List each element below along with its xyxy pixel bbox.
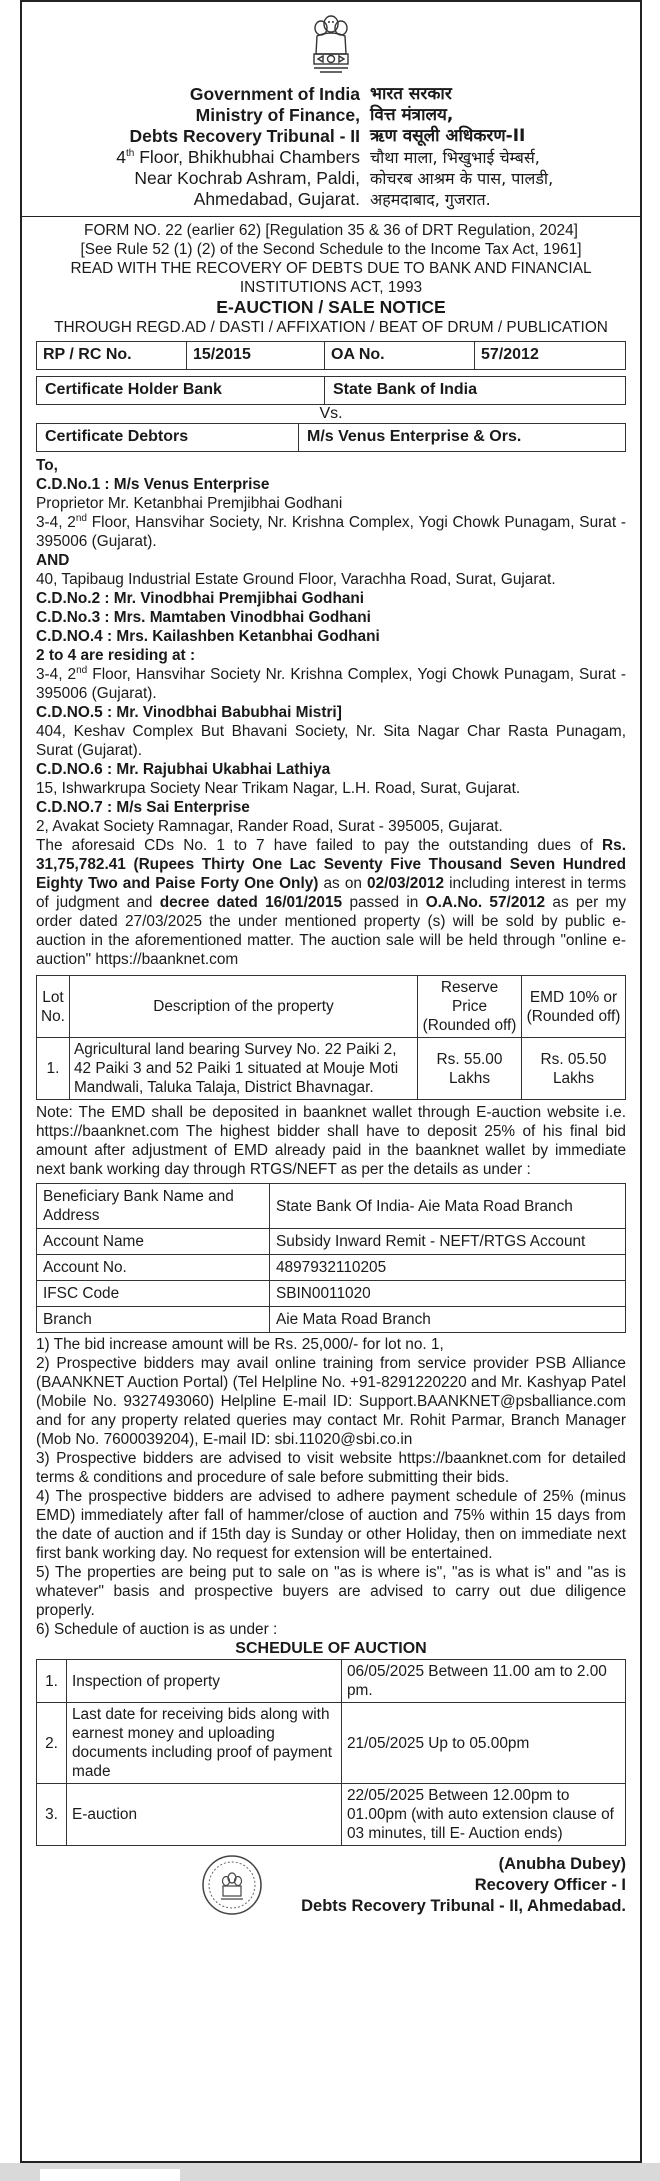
- col-description: Description of the property: [69, 976, 417, 1038]
- form-line-4: INSTITUTIONS ACT, 1993: [239, 279, 423, 296]
- bank-value: 4897932110205: [270, 1255, 626, 1281]
- property-table-header: [37, 976, 626, 1038]
- schedule-when: 22/05/2025 Between 12.00pm to 01.00pm (with auto extension clause of 03 minutes, till E- Auction ends): [342, 1784, 626, 1846]
- address-line-3: Ahmedabad, Gujarat.: [193, 189, 360, 209]
- signatory-name: (Anubha Dubey): [498, 1855, 626, 1873]
- govt-title: Government of India: [189, 84, 360, 104]
- tribunal-title: Debts Recovery Tribunal - II: [129, 126, 360, 146]
- rp-label: RP / RC No.: [37, 342, 187, 370]
- notice-subtitle: THROUGH REGD.AD / DASTI / AFFIXATION / BEAT OF DRUM / PUBLICATION: [54, 319, 608, 336]
- col-lot: Lot No.: [37, 976, 70, 1038]
- debtors-table: [36, 423, 626, 452]
- cd7-name: C.D.NO.7 : M/s Sai Enterprise: [36, 799, 250, 816]
- cd2-name: C.D.No.2 : Mr. Vinodbhai Premjibhai Godhani: [36, 590, 365, 607]
- schedule-when: 06/05/2025 Between 11.00 am to 2.00 pm.: [342, 1660, 626, 1703]
- oa-number: O.A.No. 57/2012: [425, 894, 546, 911]
- holder-table: [36, 376, 626, 405]
- cd7-address: 2, Avakat Society Ramnagar, Rander Road, Surat - 395005, Gujarat.: [36, 818, 503, 835]
- schedule-table: [36, 1659, 626, 1846]
- schedule-no: 2.: [37, 1703, 67, 1784]
- ministry-title: Ministry of Finance,: [195, 105, 360, 125]
- cd1-address: 3-4, 2nd Floor, Hansvihar Society, Nr. Krishna Complex, Yogi Chowk Punagam, Surat - 395006 (Gujarat).: [36, 512, 626, 550]
- cd6-name: C.D.NO.6 : Mr. Rajubhai Ukabhai Lathiya: [36, 761, 331, 778]
- condition-4: 4) The prospective bidders are advised to adhere payment schedule of 25% (minus EMD) immediately after fall of hammer/close of auction and 75% within 15 days from the date of auction and if 15th day is Sunday or other Holiday, then on immediate next first bank working day. No request for extension will be entertained.: [36, 1488, 626, 1562]
- notice-title: E-AUCTION / SALE NOTICE: [216, 297, 446, 317]
- address-line-1: 4th Floor, Bhikhubhai Chambers: [116, 147, 360, 167]
- col-emd: EMD 10% or (Rounded off): [522, 976, 626, 1038]
- schedule-title: SCHEDULE OF AUCTION: [235, 1640, 427, 1657]
- emd-amount: Rs. 05.50 Lakhs: [522, 1038, 626, 1100]
- lot-no: 1.: [37, 1038, 70, 1100]
- address-hindi-3: अहमदाबाद, गुजरात.: [370, 190, 491, 209]
- condition-2: 2) Prospective bidders may avail online training from service provider PSB Alliance (BAANKNET Auction Portal) (Tel Helpline No. +91-8291220220 and Mr. Kashyap Patel (Mobile No. 9327493060) Helpline E-mail ID: Support.BAANKNET@psballiance.com and for any property related queries may contact Mr. Rohit Parmar, Branch Manager (Mob No. 7600039204), E-mail ID: sbi.11020@sbi.co.in: [36, 1355, 626, 1448]
- bank-value: Aie Mata Road Branch: [270, 1307, 626, 1333]
- schedule-event: Inspection of property: [67, 1660, 342, 1703]
- cd1-name: C.D.No.1 : M/s Venus Enterprise: [36, 476, 270, 493]
- signatory-office: Debts Recovery Tribunal - II, Ahmedabad.: [301, 1897, 626, 1915]
- table-row: [37, 1255, 626, 1281]
- reserve-price: Rs. 55.00 Lakhs: [418, 1038, 522, 1100]
- table-row: [37, 1307, 626, 1333]
- table-row: [37, 1281, 626, 1307]
- cd1-proprietor: Proprietor Mr. Ketanbhai Premjibhai Godhani: [36, 495, 343, 512]
- holder-label: Certificate Holder Bank: [37, 377, 325, 405]
- cd5-address: 404, Keshav Complex But Bhavani Society, Nr. Sita Nagar Char Rasta Punagam, Surat (Gujarat).: [36, 723, 626, 759]
- oa-label: OA No.: [325, 342, 475, 370]
- govt-title-hindi: भारत सरकार: [370, 84, 452, 104]
- cd5-name: C.D.NO.5 : Mr. Vinodbhai Babubhai Mistri]: [36, 704, 342, 721]
- bank-details-table: [36, 1183, 626, 1333]
- debtors-label: Certificate Debtors: [37, 424, 299, 452]
- form-line-2: [See Rule 52 (1) (2) of the Second Schedule to the Income Tax Act, 1961]: [80, 241, 582, 258]
- address-hindi-2: कोचरब आश्रम के पास, पालडी,: [370, 169, 554, 188]
- dues-date: 02/03/2012: [367, 875, 445, 892]
- sale-notice: [20, 0, 642, 2163]
- bank-label: Account Name: [37, 1229, 270, 1255]
- conditions: [36, 1335, 626, 1639]
- to-label: To,: [36, 457, 58, 474]
- table-row: [37, 1229, 626, 1255]
- bank-label: Account No.: [37, 1255, 270, 1281]
- condition-5: 5) The properties are being put to sale on "as is where is", "as is what is" and "as is whatever" basis and prospective buyers are advised to carry out due diligence properly.: [36, 1564, 626, 1619]
- form-line-3: READ WITH THE RECOVERY OF DEBTS DUE TO BANK AND FINANCIAL: [70, 260, 592, 277]
- property-table: [36, 975, 626, 1100]
- bank-label: Beneficiary Bank Name and Address: [37, 1184, 270, 1229]
- schedule-when: 21/05/2025 Up to 05.00pm: [342, 1703, 626, 1784]
- condition-6: 6) Schedule of auction is as under :: [36, 1621, 278, 1638]
- form-line-1: FORM NO. 22 (earlier 62) [Regulation 35 & 36 of DRT Regulation, 2024]: [84, 222, 578, 239]
- header-english: [36, 84, 366, 210]
- rp-value: 15/2015: [187, 342, 325, 370]
- cd3-name: C.D.No.3 : Mrs. Mamtaben Vinodbhai Godhani: [36, 609, 371, 626]
- ministry-title-hindi: वित्त मंत्रालय,: [370, 105, 454, 125]
- address-hindi-1: चौथा माला, भिखुभाई चेम्बर्स,: [370, 148, 540, 167]
- form-reference: [36, 221, 626, 337]
- signatory: [301, 1854, 626, 1917]
- residing-label: 2 to 4 are residing at :: [36, 647, 196, 664]
- and-label: AND: [36, 552, 70, 569]
- signature-block: [36, 1854, 626, 1917]
- table-row: [37, 1703, 626, 1784]
- bank-label: Branch: [37, 1307, 270, 1333]
- debtors-value: M/s Venus Enterprise & Ors.: [299, 424, 626, 452]
- table-row: [37, 1184, 626, 1229]
- schedule-event: E-auction: [67, 1784, 342, 1846]
- oa-value: 57/2012: [475, 342, 626, 370]
- bank-value: State Bank Of India- Aie Mata Road Branch: [270, 1184, 626, 1229]
- case-number-table: [36, 341, 626, 370]
- residing-address: 3-4, 2nd Floor, Hansvihar Society Nr. Krishna Complex, Yogi Chowk Punagam, Surat - 395006 (Gujarat).: [36, 664, 626, 702]
- cd6-address: 15, Ishwarkrupa Society Near Trikam Nagar, L.H. Road, Surat, Gujarat.: [36, 780, 521, 797]
- bank-label: IFSC Code: [37, 1281, 270, 1307]
- office-header: [36, 84, 626, 210]
- bank-value: Subsidy Inward Remit - NEFT/RTGS Account: [270, 1229, 626, 1255]
- condition-3: 3) Prospective bidders are advised to visit website https://baanknet.com for detailed terms & conditions and procedure of sale before submitting their bids.: [36, 1450, 626, 1486]
- cd4-name: C.D.NO.4 : Mrs. Kailashben Ketanbhai Godhani: [36, 628, 380, 645]
- tribunal-title-hindi: ऋण वसूली अधिकरण-II: [370, 126, 526, 146]
- dues-amount: Rs. 31,75,782.41 (Rupees Thirty One Lac Seventy Five Thousand Seven Hundred Eighty Two and Paise Forty One Only): [36, 837, 626, 892]
- holder-value: State Bank of India: [325, 377, 626, 405]
- official-seal-icon: [201, 1854, 263, 1916]
- condition-1: 1) The bid increase amount will be Rs. 25,000/- for lot no. 1,: [36, 1336, 444, 1353]
- cd1-address-2: 40, Tapibaug Industrial Estate Ground Floor, Varachha Road, Surat, Gujarat.: [36, 571, 556, 588]
- national-emblem-icon: [306, 8, 356, 84]
- table-row: [37, 1038, 626, 1100]
- schedule-no: 1.: [37, 1660, 67, 1703]
- property-description: Agricultural land bearing Survey No. 22 Paiki 2, 42 Paiki 3 and 52 Paiki 1 situated at Mouje Moti Mandwali, Taluka Talaja, District Bhavnagar.: [69, 1038, 417, 1100]
- signatory-designation: Recovery Officer - I: [474, 1876, 626, 1894]
- bank-value: SBIN0011020: [270, 1281, 626, 1307]
- bottom-strip: [0, 2163, 660, 2181]
- dues-paragraph: The aforesaid CDs No. 1 to 7 have failed to pay the outstanding dues of Rs. 31,75,782.41 (Rupees Thirty One Lac Seventy Five Thousand Seven Hundred Eighty Two and Paise Forty One Only) as on 02/03/2012 including interest in terms of judgment and decree dated 16/01/2015 passed in O.A.No. 57/2012 as per my order dated 27/03/2025 the under mentioned property (s) will be sold by public e-auction in the aforementioned matter. The auction sale will be held through "online e-auction" https://baanknet.com: [36, 837, 627, 968]
- table-row: [37, 1784, 626, 1846]
- col-reserve: Reserve Price (Rounded off): [418, 976, 522, 1038]
- table-row: [37, 1660, 626, 1703]
- versus: Vs.: [319, 405, 343, 422]
- emd-note: Note: The EMD shall be deposited in baanknet wallet through E-auction website i.e. https://baanknet.com The highest bidder shall have to deposit 25% of his final bid amount after adjustment of EMD already paid in the baanknet wallet by immediate next bank working day through RTGS/NEFT as per the details as under :: [36, 1104, 626, 1178]
- schedule-no: 3.: [37, 1784, 67, 1846]
- addressees: [36, 456, 626, 836]
- header-hindi: [366, 84, 626, 210]
- divider: [22, 216, 640, 217]
- address-line-2: Near Kochrab Ashram, Paldi,: [134, 168, 360, 188]
- schedule-event: Last date for receiving bids along with earnest money and uploading documents including proof of payment made: [67, 1703, 342, 1784]
- decree-date: decree dated 16/01/2015: [159, 894, 343, 911]
